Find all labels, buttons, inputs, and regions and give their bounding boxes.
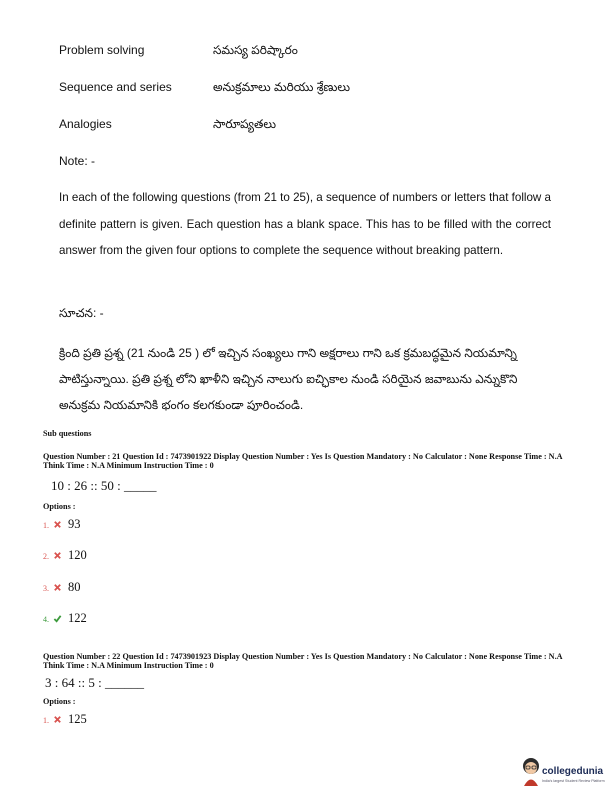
glossary-term-te: అనుక్రమాలు మరియు శ్రేణులు	[213, 80, 351, 94]
cross-icon	[53, 715, 62, 724]
option-number: 1.	[43, 716, 49, 725]
note-label-telugu: సూచన: -	[59, 306, 104, 320]
sub-questions-label: Sub questions	[43, 429, 92, 438]
note-label: Note: -	[59, 154, 96, 168]
cross-icon	[53, 520, 62, 529]
option-value: 120	[68, 548, 87, 562]
option-number: 1.	[43, 521, 49, 530]
glossary-term-te: సమస్య పరిష్కారం	[213, 43, 298, 57]
option-number: 2.	[43, 552, 49, 561]
option-row	[43, 546, 87, 564]
option-row	[43, 609, 87, 627]
instructions-telugu: క్రింది ప్రతి ప్రశ్న (21 నుండి 25 ) లో ఇచ్చిన సంఖ్యలు గాని అక్షరాలు గాని ఒక క్రమబద్ధమైన నియమాన్ని పాటిస్తున్నాయి. ప్రతి ప్రశ్న లోని ఖాళీని ఇచ్చిన నాలుగు ఐచ్ఛికాల నుండి సరియైన జవాబును ఎన్నుకొని అనుక్రమ నియమానికి భంగం కలగకుండా పూరించండి.	[59, 346, 518, 412]
question-text: 3 : 64 :: 5 : ______	[45, 675, 144, 690]
option-row	[43, 578, 81, 596]
option-value: 93	[68, 517, 81, 531]
logo-tagline: India's largest Student Review Platform	[542, 779, 605, 783]
options-label: Options :	[43, 697, 76, 706]
checkmark-icon	[53, 614, 62, 623]
cross-icon	[53, 583, 62, 592]
glossary-term-en: Analogies	[59, 117, 112, 131]
logo-name: collegedunia	[542, 766, 604, 777]
option-value: 125	[68, 712, 87, 726]
glossary-term-en: Sequence and series	[59, 80, 172, 94]
option-row	[43, 515, 81, 533]
glossary-term-en: Problem solving	[59, 43, 145, 57]
options-label: Options :	[43, 502, 76, 511]
option-number: 4.	[43, 615, 49, 624]
option-number: 3.	[43, 584, 49, 593]
question-meta: Question Number : 22 Question Id : 7473901923 Display Question Number : Yes Is Question Mandatory : No Calculator : None Response Time : N.A Think Time : N.A Minimum Instruction Time : 0	[43, 652, 563, 670]
question-meta: Question Number : 21 Question Id : 7473901922 Display Question Number : Yes Is Question Mandatory : No Calculator : None Response Time : N.A Think Time : N.A Minimum Instruction Time : 0	[43, 452, 563, 470]
question-text: 10 : 26 :: 50 : _____	[51, 478, 157, 493]
option-value: 122	[68, 611, 87, 625]
option-value: 80	[68, 580, 81, 594]
mascot-icon	[520, 756, 542, 786]
glossary-term-te: సారూప్యతలు	[213, 117, 277, 131]
option-row	[43, 710, 87, 728]
instructions-english: In each of the following questions (from 21 to 25), a sequence of numbers or letters that follow a definite pattern is given. Each question has a blank space. This has to be filled with the correct answer from the given four options to complete the sequence without breaking pattern.	[59, 191, 551, 257]
collegedunia-logo	[520, 756, 612, 788]
cross-icon	[53, 551, 62, 560]
